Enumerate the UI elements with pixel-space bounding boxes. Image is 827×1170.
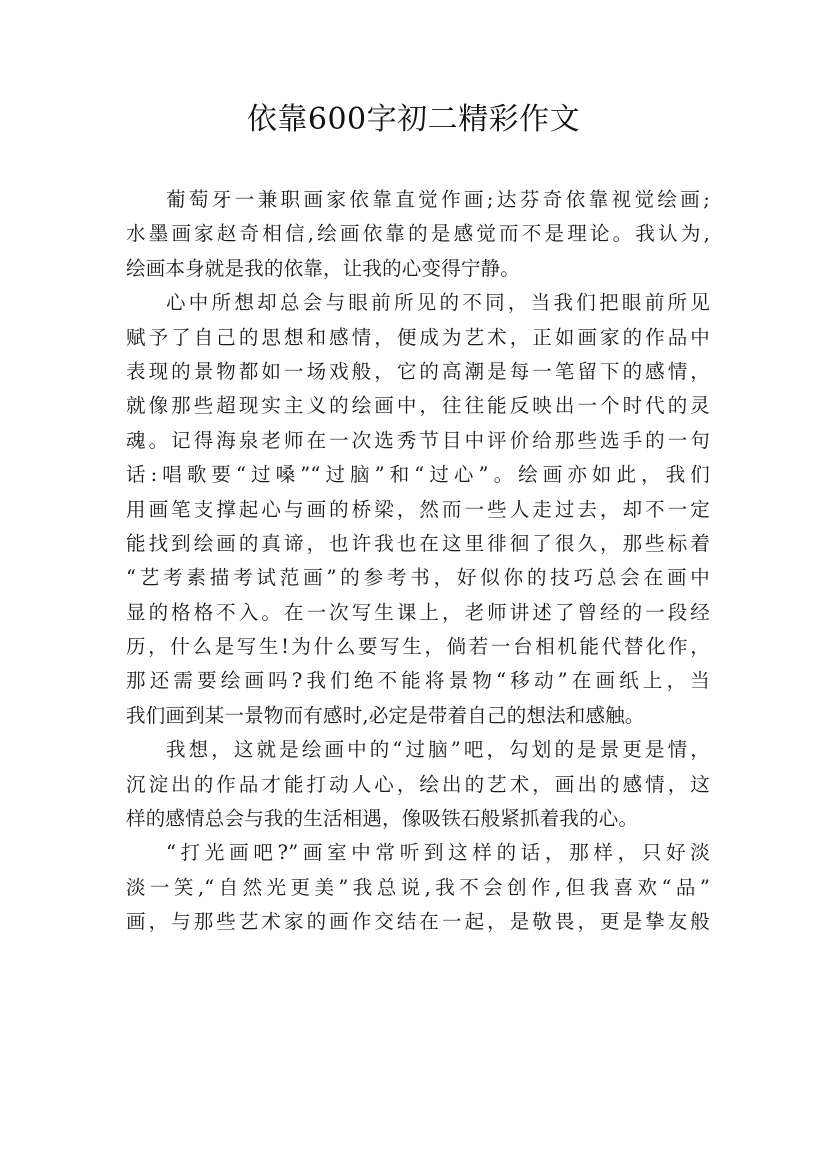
text-line: 那还需要绘画吗?我们绝不能将景物“移动”在画纸上，当	[126, 669, 710, 693]
paragraph	[126, 286, 710, 733]
text-line: 绘画本身就是我的依靠，让我的心变得宁静。	[126, 256, 521, 280]
paragraph	[126, 183, 710, 286]
text-line: 显的格格不入。在一次写生课上，老师讲述了曾经的一段经	[126, 600, 710, 624]
document-body	[126, 183, 710, 940]
text-line: 画，与那些艺术家的画作交结在一起，是敬畏，更是挚友般	[126, 910, 710, 934]
document-title: 依靠600字初二精彩作文	[246, 102, 581, 137]
text-line: 历，什么是写生!为什么要写生，倘若一台相机能代替化作，	[126, 635, 710, 659]
text-line: “打光画吧?”画室中常听到这样的话，那样，只好淡	[166, 841, 710, 865]
paragraph	[126, 836, 710, 939]
paragraph	[126, 733, 710, 836]
text-line: 用画笔支撑起心与画的桥梁，然而一些人走过去，却不一定	[126, 497, 710, 521]
text-line: 我想，这就是绘画中的“过脑”吧，勾划的是景更是情，	[166, 738, 710, 762]
text-line: 赋予了自己的思想和感情，便成为艺术，正如画家的作品中	[126, 325, 710, 349]
text-line: 表现的景物都如一场戏般，它的高潮是每一笔留下的感情，	[126, 359, 710, 383]
text-line: 话:唱歌要“过嗓”“过脑”和“过心”。绘画亦如此，我们	[126, 463, 710, 487]
text-line: 沉淀出的作品才能打动人心，绘出的艺术，画出的感情，这	[126, 772, 710, 796]
text-line: 能找到绘画的真谛，也许我也在这里徘徊了很久，那些标着	[126, 531, 710, 555]
text-line: 我们画到某一景物而有感时,必定是带着自己的想法和感触。	[126, 703, 645, 727]
text-line: 水墨画家赵奇相信,绘画依靠的是感觉而不是理论。我认为,	[126, 222, 710, 246]
text-line: 淡一笑,“自然光更美”我总说,我不会创作,但我喜欢“品”	[126, 875, 710, 899]
text-line: 魂。记得海泉老师在一次选秀节目中评价给那些选手的一句	[126, 428, 710, 452]
text-line: 心中所想却总会与眼前所见的不同，当我们把眼前所见	[166, 291, 710, 315]
text-line: 样的感情总会与我的生活相遇，像吸铁石般紧抓着我的心。	[126, 807, 639, 831]
text-line: 葡萄牙一兼职画家依靠直觉作画;达芬奇依靠视觉绘画;	[166, 188, 710, 211]
text-line: 就像那些超现实主义的绘画中，往往能反映出一个时代的灵	[126, 394, 710, 418]
text-line: “艺考素描考试范画”的参考书，好似你的技巧总会在画中	[126, 566, 710, 590]
